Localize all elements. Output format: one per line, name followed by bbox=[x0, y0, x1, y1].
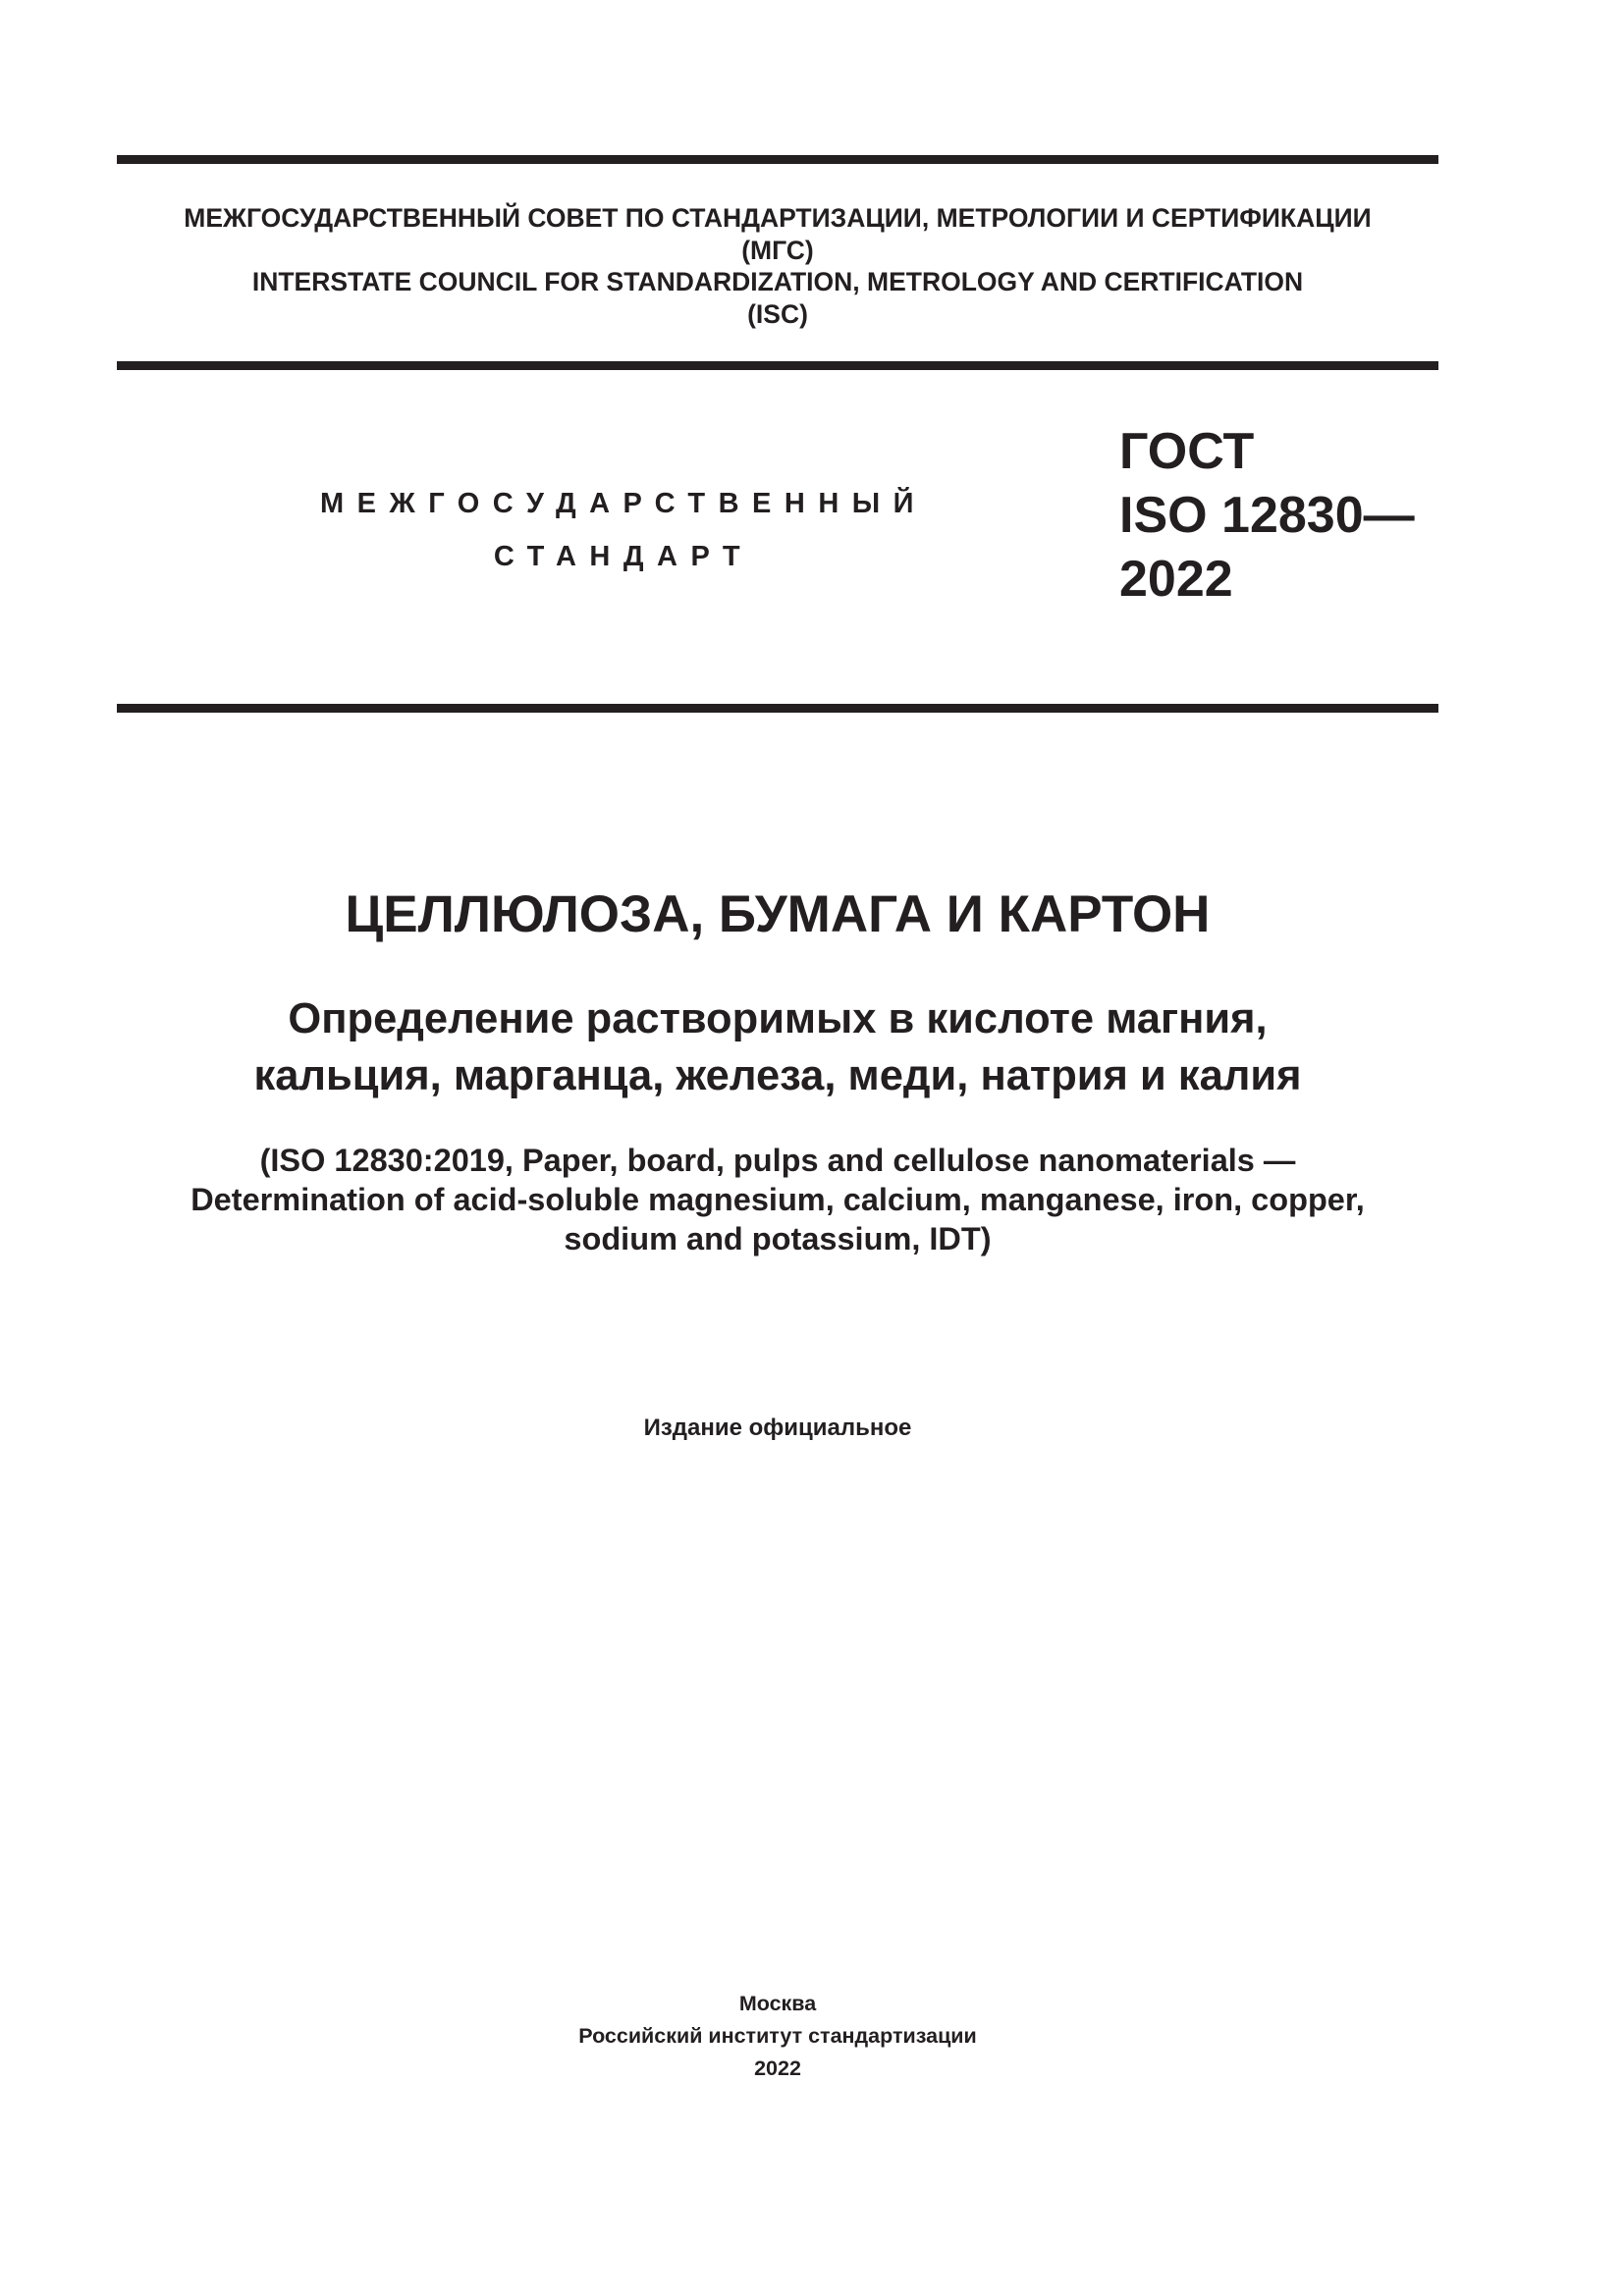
council-name-en: INTERSTATE COUNCIL FOR STANDARDIZATION, METROLOGY AND CERTIFICATION bbox=[251, 267, 1304, 296]
standard-kind-line-1: МЕЖГОСУДАРСТВЕННЫЙ bbox=[319, 488, 928, 519]
publisher-block bbox=[117, 1988, 1438, 2085]
iso-reference bbox=[117, 1141, 1438, 1258]
edition-note: Издание официальное bbox=[643, 1415, 912, 1441]
iso-reference-line-3: sodium and potassium, IDT) bbox=[564, 1221, 992, 1256]
subtitle-line-2: кальция, марганца, железа, меди, натрия и калия bbox=[253, 1052, 1302, 1099]
council-abbr-en: (ISC) bbox=[747, 298, 808, 329]
designation-divider bbox=[117, 704, 1438, 713]
iso-reference-line-2: Determination of acid-soluble magnesium, calcium, manganese, iron, copper, bbox=[190, 1182, 1365, 1217]
document-title: ЦЕЛЛЮЛОЗА, БУМАГА И КАРТОН bbox=[345, 885, 1211, 943]
standard-kind bbox=[295, 477, 952, 583]
iso-reference-line-1: (ISO 12830:2019, Paper, board, pulps and cellulose nanomaterials — bbox=[259, 1143, 1296, 1178]
publisher-org: Российский институт стандартизации bbox=[578, 2024, 977, 2048]
publisher-year: 2022 bbox=[754, 2056, 801, 2080]
standard-designation bbox=[1119, 420, 1415, 612]
council-name-ru: МЕЖГОСУДАРСТВЕННЫЙ СОВЕТ ПО СТАНДАРТИЗАЦИИ, МЕТРОЛОГИИ И СЕРТИФИКАЦИИ bbox=[184, 203, 1372, 233]
header-divider bbox=[117, 361, 1438, 370]
standard-kind-line-2: СТАНДАРТ bbox=[493, 541, 754, 572]
council-abbr-ru: (МГС) bbox=[741, 235, 814, 265]
publisher-city: Москва bbox=[738, 1992, 817, 2015]
standard-code-line-3: 2022 bbox=[1119, 551, 1233, 608]
top-divider bbox=[117, 155, 1438, 164]
subtitle-line-1: Определение растворимых в кислоте магния, bbox=[288, 995, 1268, 1042]
document-subtitle bbox=[117, 990, 1438, 1104]
standard-code-line-1: ГОСТ bbox=[1119, 423, 1255, 480]
council-header bbox=[117, 202, 1438, 330]
standard-code-line-2: ISO 12830— bbox=[1119, 487, 1415, 544]
